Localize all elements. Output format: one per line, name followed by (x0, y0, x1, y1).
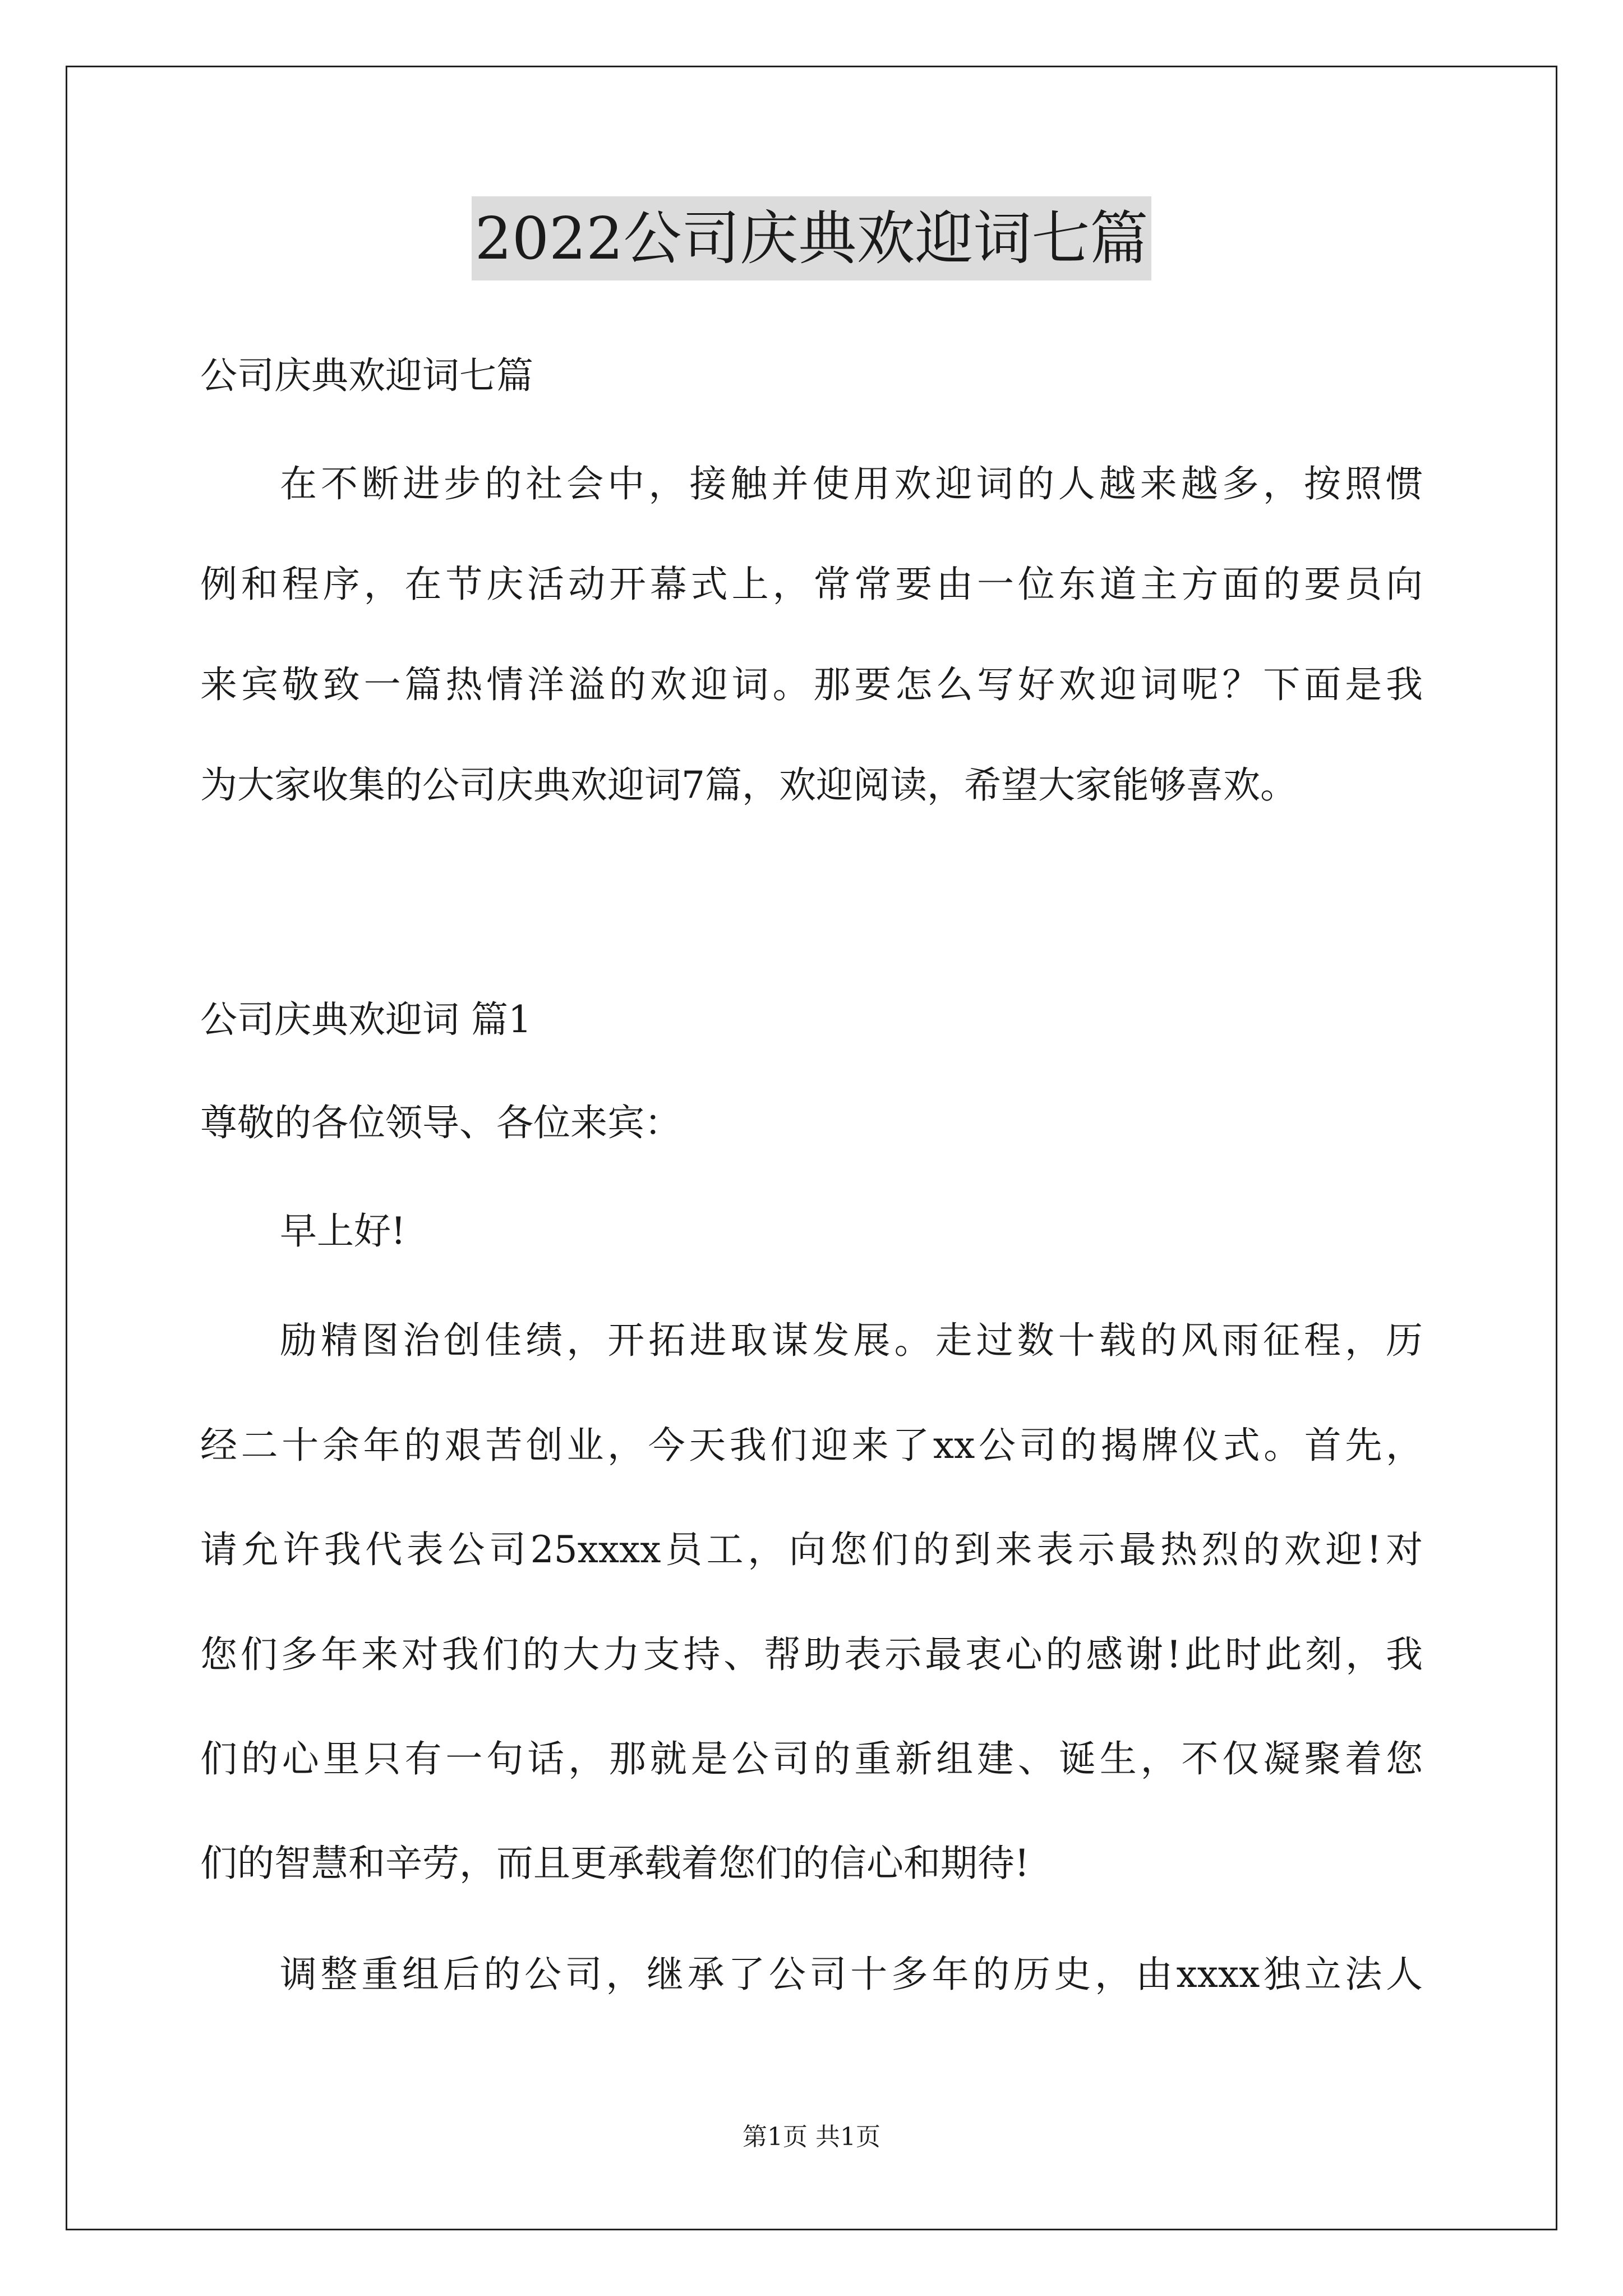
body-line: 们的智慧和辛劳，而且更承载着您们的信心和期待! (200, 1842, 1030, 1885)
body-line: 励精图治创佳绩，开拓进取谋发展。走过数十载的风雨征程，历 (280, 1319, 1423, 1362)
body-line: 调整重组后的公司，继承了公司十多年的历史，由xxxx独立法人 (280, 1953, 1423, 1996)
greeting: 早上好! (280, 1209, 406, 1253)
document-title-block (0, 196, 1623, 301)
body-line: 您们多年来对我们的大力支持、帮助表示最衷心的感谢!此时此刻，我 (200, 1633, 1423, 1676)
body-line: 请允许我代表公司25xxxx员工，向您们的到来表示最热烈的欢迎!对 (200, 1528, 1423, 1571)
intro-line: 来宾敬致一篇热情洋溢的欢迎词。那要怎么写好欢迎词呢？下面是我 (200, 663, 1423, 706)
document-title: 2022公司庆典欢迎词七篇 (472, 196, 1152, 280)
intro-line: 例和程序，在节庆活动开幕式上，常常要由一位东道主方面的要员向 (200, 563, 1423, 606)
body-line: 经二十余年的艰苦创业，今天我们迎来了xx公司的揭牌仪式。首先， (200, 1424, 1423, 1467)
salutation: 尊敬的各位领导、各位来宾： (200, 1101, 681, 1144)
section-heading: 公司庆典欢迎词 篇1 (200, 998, 532, 1041)
page-footer: 第1页 共1页 (743, 2123, 880, 2151)
intro-line: 在不断进步的社会中，接触并使用欢迎词的人越来越多，按照惯 (280, 462, 1423, 505)
body-line: 们的心里只有一句话，那就是公司的重新组建、诞生，不仅凝聚着您 (200, 1737, 1423, 1780)
subtitle: 公司庆典欢迎词七篇 (200, 354, 533, 397)
intro-line: 为大家收集的公司庆典欢迎词7篇，欢迎阅读，希望大家能够喜欢。 (200, 763, 1297, 807)
